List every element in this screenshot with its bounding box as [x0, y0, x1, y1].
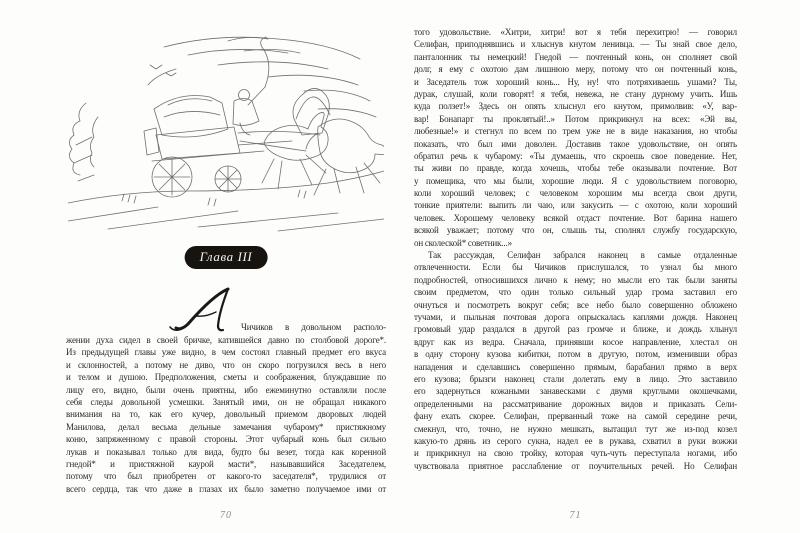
text-line: очнуться и посмотреть вокруг себя; все небо было совершенно обложено: [414, 299, 737, 310]
text-line: долг, я ему с охотою дам лишнюю меру, потому что он почтенный конь,: [414, 64, 737, 75]
text-line: лицу его, видно, были очень приятны, ибо ежеминутно оставляли после: [66, 384, 386, 395]
left-page-text-block: [66, 287, 386, 495]
right-page-paragraph-2: [414, 249, 737, 472]
carriage: [144, 96, 292, 198]
troika-illustration: [68, 24, 384, 238]
text-line: вар! Бонапарт ты проклятый!..» Потом прикрикнул на всех: «Эй вы,: [414, 113, 737, 124]
text-line: и прикрикнул на свою тройку, которая чуть-чуть переступала ногами, ибо: [414, 448, 737, 459]
text-line: и телом и душою. Предположения, сметы и соображения, блуждавшие по: [66, 372, 386, 383]
text-line: и склонностей, а потому не диво, что он скоро погрузился весь в него: [66, 359, 386, 370]
text-line: потому что был приобретен от какого-то заседателя*, трудилися от: [66, 471, 386, 482]
text-line: гнедой* и пристяжной каурой масти*, называвшийся Заседателем,: [66, 458, 386, 469]
text-line: внимания на то, как его кучер, довольный приемом дворовых людей: [66, 409, 386, 420]
chapter-badge-label: Глава III: [199, 249, 253, 264]
text-line: ты живи по правде, когда хочешь, чтобы тебе оказывали почтение. Вот: [414, 163, 737, 174]
text-line: жении духа сидел в своей бричке, катившейся давно по столбовой дороге*.: [66, 335, 386, 345]
text-line: показать, что был ими доволен. Доставив такое удовольствие, он опять: [414, 138, 737, 149]
text-line: коли хороший человек; с человеком хорошим мы всегда свои други,: [414, 188, 737, 199]
text-line: Селифан, приподнявшись и хлыснув кнутом ленивца. — Ты знай свое дело,: [414, 39, 737, 50]
text-line: панталонник ты немецкий! Гнедой — почтенный конь, он сполняет свой: [414, 51, 737, 62]
text-line: лукав и показывал только для вида, будто бы везет, тогда как коренной: [66, 446, 386, 457]
text-line: тучами, и пыльная почтовая дорога опрыскалась каплями дождя. Наконец: [414, 311, 737, 322]
left-page: [66, 0, 386, 533]
text-line: определенными на рассматривание дорожных видов и приказать Сели-: [414, 398, 737, 409]
drop-cap-row: [66, 287, 386, 334]
text-line: обратил речь к чубарому: «Ты думаешь, что скроешь свое поведение. Нет,: [414, 150, 737, 161]
text-line: Так рассуждая, Селифан забрался наконец в самые отдаленные: [428, 250, 737, 261]
text-line: фану ехать скорее. Селифан, прерванный тоже на самой середине речи,: [414, 411, 737, 422]
right-page: [414, 0, 737, 533]
text-line: и Заседатель тож хороший конь... Ну, ну! что потряхиваешь ушами? Ты,: [414, 76, 737, 87]
text-line: он сколеской* советник...»: [414, 237, 512, 248]
text-line: его задернуться кожаными занавесками с двумя круглыми окошечками,: [414, 386, 737, 397]
text-line: дурак, слушай, коли говорят! я тебя, невежа, не стану дурному учить. Ишь: [414, 88, 737, 99]
text-line: своим предметом, что один только сильный удар грома заставил его: [414, 287, 737, 298]
text-line: чувствовала приятное расслабление от поучительных речей. Но Селифан: [414, 460, 737, 471]
text-line: нападения и сделавшись совершенно прямым, барабанил прямо в верх: [414, 361, 737, 372]
text-line: Манилова, делал весьма дельные замечания чубарому* пристяжному: [66, 421, 386, 432]
page-number-left: 70: [220, 510, 232, 521]
text-line: любезные!» и стегнул по всем по трем уже не в виде наказания, но чтобы: [414, 126, 737, 137]
center-horse: [293, 88, 330, 135]
text-line: себя следы довольной усмешки. Занятый ими, он не обращал никакого: [66, 396, 386, 407]
drop-cap-letter-a: [166, 286, 232, 334]
text-line: в одну сторону кузова кибитки, потом в другую, потом, изменивши образ: [414, 349, 737, 360]
text-line: громовый удар раздался в другой раз громче и ближе, и дождь хлынул: [414, 324, 737, 335]
dark-horse: [306, 119, 384, 195]
text-line: какую-то дрянь из серого сукна, надел ее в рукава, схватил в руки вожжи: [414, 435, 737, 446]
text-line: тонкие приятели: выпить ли чаю, или закусить — с охотою, коли хороший: [414, 200, 737, 211]
text-line: того удовольствие. «Хитри, хитри! вот я тебя перехитрю! — говорил: [414, 27, 737, 37]
text-line: человек. Хорошему человеку всякой отдаст почтение. Вот барина нашего: [414, 212, 737, 223]
text-line: куда ползет!» Здесь он опять хлыснул его кнутом, примолвив: «У, вар-: [414, 101, 737, 112]
text-line: Из предыдущей главы уже видно, в чем состоял главный предмет его вкуса: [66, 347, 386, 358]
chapter-badge: [185, 246, 268, 269]
text-line: всякой уважает; потому что он, слышь ты, сполнял службу государскую,: [414, 225, 737, 236]
text-line: всего сердца, так что даже в глазах их было заметно получаемое ими от: [66, 483, 386, 494]
text-line: его кузова; брызги наконец стали долетать ему в лицо. Это заставило: [414, 373, 737, 384]
left-page-paragraph: [66, 334, 386, 495]
page-number-right: 71: [569, 510, 582, 521]
text-line: подробностей, относившихся лично к нему; но мысли его так были заняты: [414, 274, 737, 285]
right-page-text-block: [414, 26, 737, 472]
light-horse: [262, 112, 328, 189]
text-line: отвлеченности. Если бы Чичиков прислушался, то узнал бы много: [414, 262, 737, 273]
text-line: коню, запряженному с правой стороны. Этот чубарый конь был сильно: [66, 434, 386, 445]
right-page-paragraph-1: [414, 26, 737, 237]
text-line: у помещика, что мы были, хорошие люди. Я с удовольствием поговорю,: [414, 175, 737, 186]
text-line: Чичиков в довольном располо-: [241, 321, 386, 332]
driver: [233, 37, 269, 135]
text-line: вдруг как из ведра. Сначала, принявши косое направление, хлестал он: [414, 336, 737, 347]
text-line: смекнул, что, точно, не нужно мешкать, вытащил тут же из-под козел: [414, 423, 737, 434]
